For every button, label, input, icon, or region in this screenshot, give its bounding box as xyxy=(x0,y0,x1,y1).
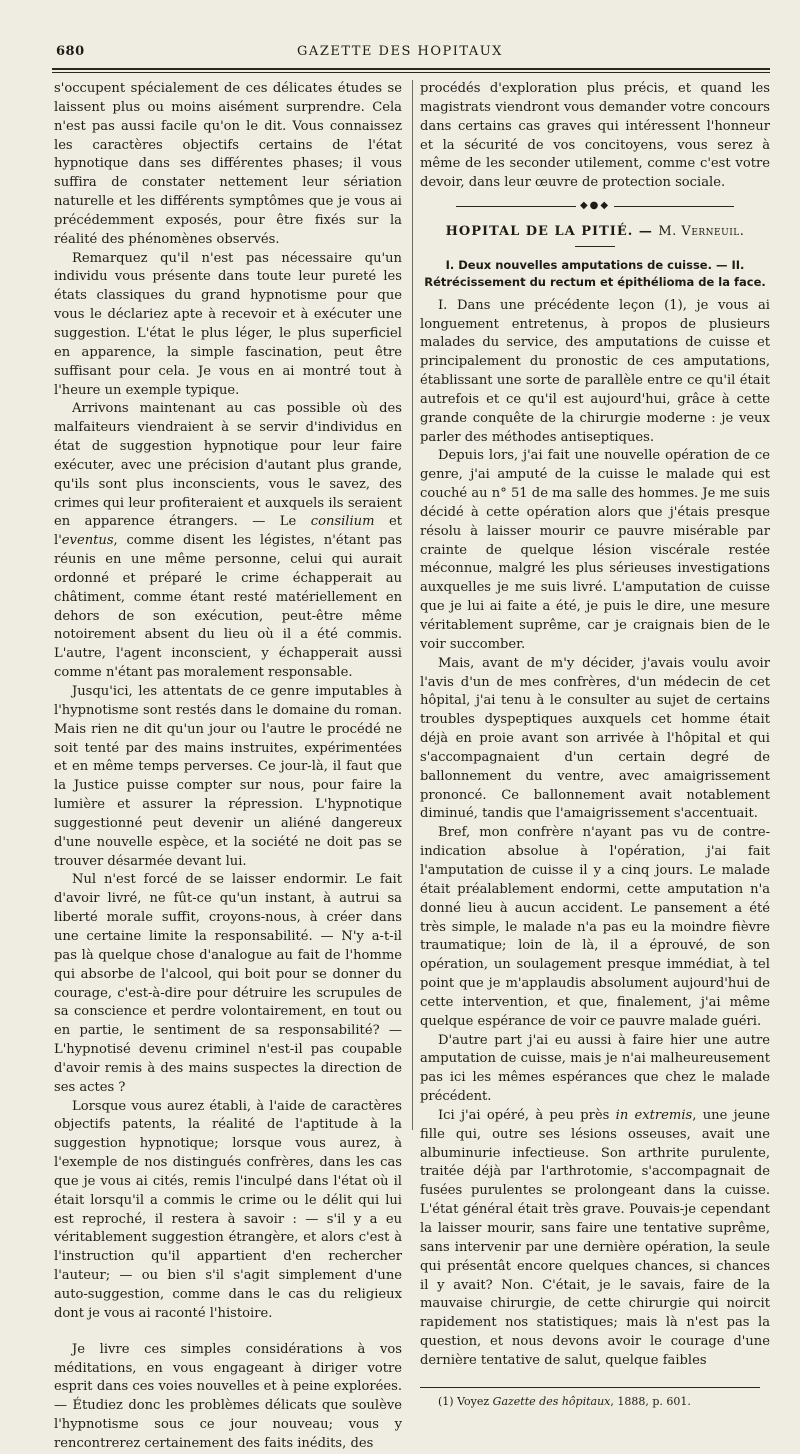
text-run: Arrivons maintenant au cas possible où des malfaiteurs viendraient à se servir d'individus en état de suggestion hypnotique pour leur faire exécuter, avec une précision d'autant plus grande, qu'ils sont plus inconscients, vous le savez, des crimes qui leur profiteraient et auxquels ils seraient en apparence étrangers. — Le xyxy=(54,401,402,530)
paragraph: I. Dans une précédente leçon (1), je vous ai longuement entretenus, à propos de plusieurs malades du service, des amputations de cuisse et principalement du pronostic de ces amputations, établissant une sorte de parallèle entre ce qu'il était autrefois et ce qu'il est aujourd'hui, grâce à cette grande conquête de la chirurgie moderne : je veux parler des méthodes antiseptiques. xyxy=(420,297,770,445)
paragraph: Jusqu'ici, les attentats de ce genre imputables à l'hypnotisme sont restés dans le domaine du roman. Mais rien ne dit qu'un jour ou l'autre le procédé ne soit tenté par des mains instruites, expérimentées et en même temps perverses. Ce jour-là, il faut que la Justice puisse compter sur nous, pour faire la lumière et assurer la répression. L'hypnotique suggestionné peut devenir un aliéné dangereux d'une nouvelle espèce, et la société ne doit pas se trouver désarmée devant lui. xyxy=(54,684,402,869)
italic-term: eventus xyxy=(61,533,114,549)
paragraph: Lorsque vous aurez établi, à l'aide de caractères objectifs patents, la réalité de l'aptitude à la suggestion hypnotique; lorsque vous aurez, à l'exemple de nos distingués confrères, dans les cas que je vous ai cités, remis l'inculpé dans l'état où il était lorsqu'il a commis le crime ou le délit qui lui est reproché, il restera à savoir : — s'il y a eu véritablement suggestion étrangère, et alors c'est à l'instruction qu'il appartient d'en rechercher l'auteur; — ou bien s'il s'agit simplement d'une auto-suggestion, comme dans le cas du religieux dont je vous ai raconté l'histoire. xyxy=(54,1098,402,1321)
paragraph: Nul n'est forcé de se laisser endormir. Le fait d'avoir livré, ne fût-ce qu'un instant, à autrui sa liberté morale suffit, croyons-nous, à créer dans une certaine limite la responsabilité. — N'y a-t-il pas là quelque chose d'analogue au fait de l'homme qui absorbe de l'alcool, qui boit pour se donner du courage, c'est-à-dire pour détruire les scrupules de sa conscience et perdre volontairement, en tout ou en partie, le sentiment de sa responsabilité? —L'hypnotisé devenu criminel n'est-il pas coupable d'avoir remis à des mains suspectes la direction de ses actes ? xyxy=(54,872,402,1095)
header-rule-thin xyxy=(52,72,770,73)
paragraph: Remarquez qu'il n'est pas nécessaire qu'un individu vous présente dans toute leur pureté les états classiques du grand hypnotisme pour que vous le déclariez apte à recevoir et à exécuter une suggestion. L'état le plus léger, le plus superficiel en apparence, la simple fascination, peut être suffisant pour cela. Je vous en ai montré tout à l'heure un exemple typique. xyxy=(54,250,402,398)
italic-citation: Gazette des hôpitaux xyxy=(492,1394,611,1408)
footnote-rule xyxy=(420,1387,760,1388)
paragraph: D'autre part j'ai eu aussi à faire hier une autre amputation de cuisse, mais je n'ai malheureusement pas ici les mêmes espérances que chez le malade précédent. xyxy=(420,1032,770,1105)
section-heading xyxy=(420,223,770,242)
ornament-line xyxy=(456,206,576,207)
italic-term: consilium xyxy=(310,514,375,530)
paragraph: procédés d'exploration plus précis, et quand les magistrats viendront vous demander votre concours dans certains cas graves qui intéressent l'honneur et la sécurité de vos concitoyens, vous serez à même de les seconder utilement, comme c'est votre devoir, dans leur œuvre de protection sociale. xyxy=(420,81,770,191)
paragraph: Bref, mon confrère n'ayant pas vu de contre-indication absolue à l'opération, j'ai fait l'amputation de cuisse il y a cinq jours. Le malade était préalablement endormi, cette amputation n'a donné lieu à aucun accident. Le pansement a été très simple, le malade n'a pas eu la moindre fièvre traumatique; loin de là, il a éprouvé, de son opération, un soulagement presque immédiat, à tel point que je m'applaudis absolument aujourd'hui de cette intervention, et que, finalement, j'ai même quelque espérance de voir ce pauvre malade guéri. xyxy=(420,825,770,1029)
footnote xyxy=(420,1394,770,1409)
section-author: M. Verneuil. xyxy=(658,223,745,239)
lecture-subheading: I. Deux nouvelles amputations de cuisse. — II. Rétrécissement du rectum et épithélioma de la face. xyxy=(424,257,766,289)
paragraph: Je livre ces simples considérations à vos méditations, en vous engageant à diriger votre esprit dans ces voies nouvelles et à peine explorées. — Étudiez donc les problèmes délicats que soulève l'hypnotisme sous ce jour nouveau; vous y rencontrerez certainement des faits inédits, des xyxy=(54,1341,402,1451)
ornament-dot: ◆●◆ xyxy=(579,200,611,212)
paragraph xyxy=(54,400,402,683)
italic-term: in extremis xyxy=(615,1107,693,1123)
text-run: Ici j'ai opéré, à peu près xyxy=(438,1107,616,1123)
section-title: HOPITAL DE LA PITIÉ. — xyxy=(445,223,653,239)
text-run: (1) Voyez xyxy=(438,1394,493,1408)
paragraph: s'occupent spécialement de ces délicates études se laissent plus ou moins aisément surprendre. Cela n'est pas aussi facile qu'on le dit. Vous connaissez les caractères objectifs certains de l'état hypnotique dans ses différentes phases; il vous suffira de constater nettement leur sériation naturelle et les différents symptômes que je vous ai précédemment exposés, pour être fixés sur la réalité des phénomènes observés. xyxy=(54,81,402,247)
paragraph xyxy=(420,1107,770,1371)
ornament-line xyxy=(614,206,734,207)
paragraph: Mais, avant de m'y décider, j'avais voulu avoir l'avis d'un de mes confrères, d'un médecin de cet hôpital, j'ai tenu à le consulter au sujet de certains troubles dyspeptiques auxquels cet homme était déjà en proie avant son arrivée à l'hôpital et qui s'accompagnaient d'un certain degré de ballonnement du ventre, avec amaigrissement prononcé. Ce ballonnement avait notablement diminué, tandis que l'amaigrissement s'accentuait. xyxy=(420,655,770,822)
header-rule xyxy=(52,68,770,70)
text-run: , une jeune fille qui, outre ses lésions osseuses, avait une albuminurie infectieuse. Son arthrite purulente, traitée déjà par l'arthrotomie, s'accompagnait de fusées purulentes se prolongeant dans la cuisse. L'état général était très grave. Pouvais-je cependant la laisser mourir, sans faire une tentative suprême, sans intervenir par une dernière opération, la seule qui présentât encore quelques chances, si chances il y avait? Non. C'était, je le savais, faire de la mauvaise chirurgie, de cette chirurgie qui noircit rapidement nos statistiques; mais là n'est pas la question, et nous devons avoir le courage d'une dernière tentative de salut, quelque faibles xyxy=(420,1107,771,1368)
short-rule xyxy=(575,246,615,247)
page-number: 680 xyxy=(56,44,85,59)
right-column xyxy=(420,80,770,1409)
left-column xyxy=(54,80,402,1454)
text-run: , comme disent les légistes, n'étant pas réunis en une même personne, celui qui aurait ordonné et préparé le crime échapperait au châtiment, comme étant resté matériellement en dehors de son exécution, peut-être même notoirement absent du lieu où il a été commis. L'autre, l'agent inconscient, y échapperait aussi comme n'étant pas moralement responsable. xyxy=(54,533,402,681)
section-ornament xyxy=(420,197,770,217)
text-run: , 1888, p. 601. xyxy=(610,1394,691,1408)
column-divider xyxy=(412,80,413,1130)
running-title: GAZETTE DES HOPITAUX xyxy=(297,44,503,59)
text-run: et l' xyxy=(54,514,402,549)
paragraph-gap xyxy=(54,1324,402,1341)
paragraph: Depuis lors, j'ai fait une nouvelle opération de ce genre, j'ai amputé de la cuisse le malade qui est couché au n° 51 de ma salle des hommes. Je me suis décidé à cette opération alors que j'étais presque résolu à laisser mourir ce pauvre misérable par crainte de quelque lésion viscérale restée méconnue, malgré les plus sérieuses investigations auxquelles je me suis livré. L'amputation de cuisse que je lui ai faite a été, je puis le dire, une mesure véritablement suprême, car je craignais bien de le voir succomber. xyxy=(420,448,770,652)
